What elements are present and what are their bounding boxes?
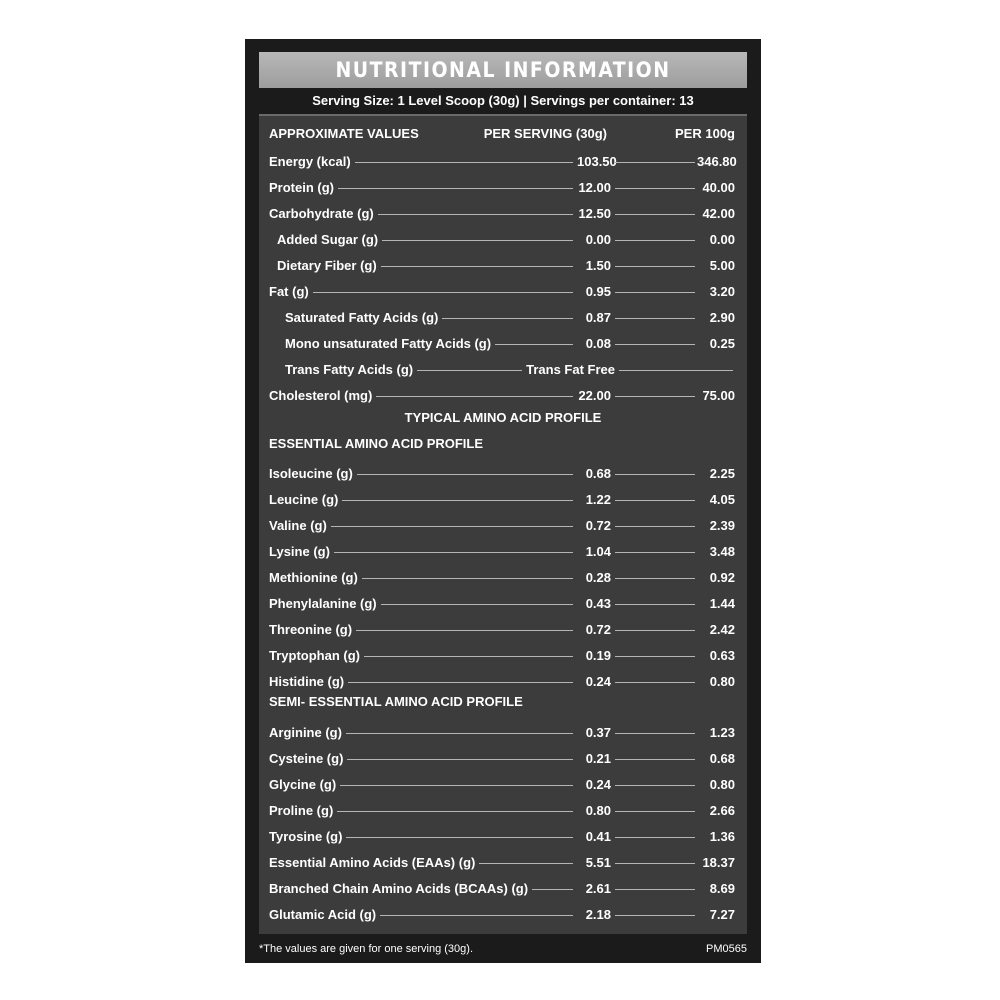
per-serving-value: 0.08 (585, 336, 611, 351)
row-label: Cysteine (g) (269, 751, 344, 766)
header-per-serving: PER SERVING (30g) (483, 126, 607, 141)
per-100g-value: 18.37 (702, 855, 735, 870)
per-serving-value: 0.24 (585, 674, 611, 689)
row-label: Carbohydrate (g) (269, 206, 374, 221)
per-serving-value: 1.04 (585, 544, 611, 559)
row-label: Tryptophan (g) (269, 648, 360, 663)
row-label: Essential Amino Acids (EAAs) (g) (269, 855, 476, 870)
per-100g-value: 1.36 (709, 829, 735, 844)
table-row (269, 275, 735, 299)
table-row (269, 716, 735, 740)
per-100g-value: 1.44 (709, 596, 735, 611)
table-row (269, 820, 735, 844)
row-label: Valine (g) (269, 518, 327, 533)
table-row (269, 768, 735, 792)
footnote: *The values are given for one serving (30g). (259, 943, 474, 955)
per-100g-value: 3.48 (709, 544, 735, 559)
nutrition-table (259, 114, 747, 934)
per-serving-value: 5.51 (585, 855, 611, 870)
per-100g-value: 2.90 (709, 310, 735, 325)
row-label: Phenylalanine (g) (269, 596, 377, 611)
per-100g-value: 0.63 (709, 648, 735, 663)
per-serving-value: 0.41 (585, 829, 611, 844)
per-100g-value: 2.25 (709, 466, 735, 481)
table-row (269, 327, 735, 351)
per-100g-value: 75.00 (702, 388, 735, 403)
per-100g-value: 2.66 (709, 803, 735, 818)
per-100g-value: 2.42 (709, 622, 735, 637)
per-serving-value: 22.00 (578, 388, 611, 403)
row-label: Methionine (g) (269, 570, 358, 585)
row-label: Cholesterol (mg) (269, 388, 373, 403)
row-label: Proline (g) (269, 803, 334, 818)
per-100g-value: 0.80 (709, 777, 735, 792)
per-serving-value: 0.00 (585, 232, 611, 247)
per-100g-value: 0.68 (709, 751, 735, 766)
table-row (269, 846, 735, 870)
amino-profile-title: TYPICAL AMINO ACID PROFILE (404, 410, 602, 425)
per-100g-value: 0.00 (709, 232, 735, 247)
table-row (269, 665, 735, 689)
semi-essential-section-title: SEMI- ESSENTIAL AMINO ACID PROFILE (269, 694, 523, 709)
table-header (269, 119, 735, 143)
table-row (269, 898, 735, 922)
table-row (269, 197, 735, 221)
product-code: PM0565 (706, 943, 747, 955)
per-100g-value: 0.25 (709, 336, 735, 351)
row-label: Threonine (g) (269, 622, 353, 637)
per-serving-value: 0.43 (585, 596, 611, 611)
per-serving-value: 2.61 (585, 881, 611, 896)
per-serving-value: 0.95 (585, 284, 611, 299)
per-100g-value: 42.00 (702, 206, 735, 221)
per-100g-value: 7.27 (709, 907, 735, 922)
table-row (269, 639, 735, 663)
row-label: Added Sugar (g) (277, 232, 379, 247)
per-serving-value: 1.22 (585, 492, 611, 507)
per-100g-value: 0.80 (709, 674, 735, 689)
per-100g-value: 4.05 (709, 492, 735, 507)
per-serving-value: 0.21 (585, 751, 611, 766)
per-serving-value: 12.50 (578, 206, 611, 221)
per-100g-value: 2.39 (709, 518, 735, 533)
table-row (269, 587, 735, 611)
row-label: Dietary Fiber (g) (277, 258, 377, 273)
table-row (269, 561, 735, 585)
per-serving-value: 0.68 (585, 466, 611, 481)
row-label: Fat (g) (269, 284, 309, 299)
per-100g-value: 3.20 (709, 284, 735, 299)
row-label: Leucine (g) (269, 492, 339, 507)
row-label: Isoleucine (g) (269, 466, 353, 481)
row-label: Mono unsaturated Fatty Acids (g) (285, 336, 492, 351)
row-label: Protein (g) (269, 180, 334, 195)
per-serving-value: 0.72 (585, 622, 611, 637)
table-row (269, 223, 735, 247)
per-100g-value: 5.00 (709, 258, 735, 273)
table-row (269, 301, 735, 325)
header-approx-values: APPROXIMATE VALUES (269, 126, 419, 141)
per-serving-value: 0.37 (585, 725, 611, 740)
nutrition-label (245, 39, 761, 963)
label-title: NUTRITIONAL INFORMATION (259, 52, 747, 88)
table-row (269, 535, 735, 559)
table-row (269, 794, 735, 818)
per-serving-value: 0.19 (585, 648, 611, 663)
per-serving-value: 0.72 (585, 518, 611, 533)
per-100g-value: 8.69 (709, 881, 735, 896)
per-100g-value: 346.80 (697, 154, 737, 169)
table-row (269, 379, 735, 403)
per-100g-value: 0.92 (709, 570, 735, 585)
essential-section-title: ESSENTIAL AMINO ACID PROFILE (269, 436, 484, 451)
table-row (269, 872, 735, 896)
table-row (269, 353, 735, 377)
serving-info: Serving Size: 1 Level Scoop (30g) | Servings per container: 13 (312, 93, 694, 108)
row-label: Energy (kcal) (269, 154, 351, 169)
table-row (269, 457, 735, 481)
table-row (269, 742, 735, 766)
table-row (269, 613, 735, 637)
row-label: Glutamic Acid (g) (269, 907, 377, 922)
row-label: Lysine (g) (269, 544, 330, 559)
row-label: Saturated Fatty Acids (g) (285, 310, 439, 325)
per-serving-value: 0.87 (585, 310, 611, 325)
table-row (269, 249, 735, 273)
per-serving-value: 0.28 (585, 570, 611, 585)
per-serving-value: Trans Fat Free (526, 362, 615, 377)
per-serving-value: 0.80 (585, 803, 611, 818)
row-label: Histidine (g) (269, 674, 345, 689)
row-label: Glycine (g) (269, 777, 337, 792)
row-label: Tyrosine (g) (269, 829, 343, 844)
table-row (269, 509, 735, 533)
table-row (269, 171, 735, 195)
per-100g-value: 1.23 (709, 725, 735, 740)
per-serving-value: 12.00 (578, 180, 611, 195)
row-label: Arginine (g) (269, 725, 342, 740)
row-label: Branched Chain Amino Acids (BCAAs) (g) (269, 881, 529, 896)
per-serving-value: 103.50 (577, 154, 617, 169)
per-serving-value: 0.24 (585, 777, 611, 792)
row-label: Trans Fatty Acids (g) (285, 362, 414, 377)
header-per-100g: PER 100g (675, 126, 735, 141)
per-serving-value: 2.18 (585, 907, 611, 922)
per-100g-value: 40.00 (702, 180, 735, 195)
table-row (269, 483, 735, 507)
per-serving-value: 1.50 (585, 258, 611, 273)
table-row (269, 145, 735, 169)
